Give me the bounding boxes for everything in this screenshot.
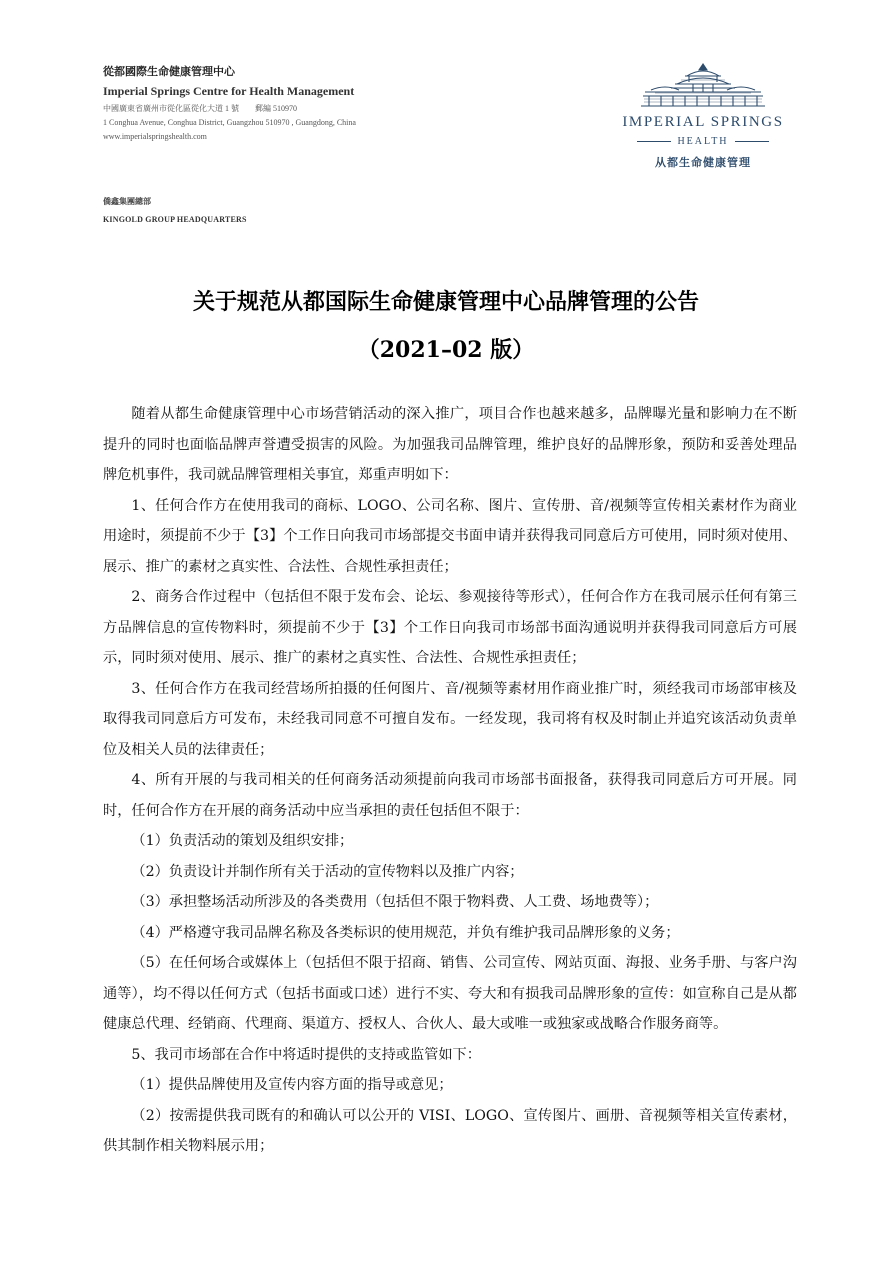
logo-health-line [607,136,799,147]
logo-health: HEALTH [677,136,729,147]
list-item: （1）提供品牌使用及宣传内容方面的指导或意见； [131,1077,453,1093]
paragraph: 1、任何合作方在使用我司的商标、LOGO、公司名称、图片、宣传册、音/视频等宣传相关素材作为商业用途时，须提前不少于【3】个工作日向我司市场部提交书面申请并获得我司同意后方可使用，同时须对使用、展示、推广的素材之真实性、合法性、合规性承担责任； [103,497,797,575]
list-item: （2）负责设计并制作所有关于活动的宣传物料以及推广内容； [131,863,524,880]
company-logo [607,62,799,174]
letterhead-hq-en: KINGOLD GROUP HEADQUARTERS [103,215,247,224]
list-item: （1）负责活动的策划及组织安排； [131,833,354,849]
list-item: （3）承担整场活动所涉及的各类费用（包括但不限于物料费、人工费、场地费等）； [131,894,659,910]
letterhead-hq-cn: 僑鑫集團總部 [103,196,151,206]
logo-rule-right [735,141,769,142]
paragraph: 随着从都生命健康管理中心市场营销活动的深入推广，项目合作也越来越多，品牌曝光量和影响力在不断提升的同时也面临品牌声誉遭受损害的风险。为加强我司品牌管理，维护良好的品牌形象，预防和妥善处理品牌危机事件，我司就品牌管理相关事宜，郑重声明如下： [103,406,797,483]
logo-name-cn: 从都生命健康管理 [655,156,751,169]
paragraph: 2、商务合作过程中（包括但不限于发布会、论坛、参观接待等形式），任何合作方在我司展示任何有第三方品牌信息的宣传物料时，须提前不少于【3】个工作日向我司市场部书面沟通说明并获得我司同意后方可展示，同时须对使用、展示、推广的素材之真实性、合法性、合规性承担责任； [103,589,797,666]
letterhead [103,64,443,143]
logo-wordmark: IMPERIAL SPRINGS [622,114,784,130]
paragraph: 5、我司市场部在合作中将适时提供的支持或监管如下： [131,1046,481,1063]
paragraph: 4、所有开展的与我司相关的任何商务活动须提前向我司市场部书面报备，获得我司同意后方可开展。同时，任何合作方在开展的商务活动中应当承担的责任包括但不限于： [103,772,797,819]
letterhead-name-cn: 從都國際生命健康管理中心 [103,65,235,78]
paragraph: 3、任何合作方在我司经营场所拍摄的任何图片、音/视频等素材用作商业推广时，须经我司市场部审核及取得我司同意后方可发布，未经我司同意不可擅自发布。一经发现，我司将有权及时制止并追究该活动负责单位及相关人员的法律责任； [103,680,797,758]
document-body [103,399,797,1162]
letterhead-name-en: Imperial Springs Centre for Health Management [103,84,355,98]
list-item: （5）在任何场合或媒体上（包括但不限于招商、销售、公司宣传、网站页面、海报、业务手册、与客户沟通等），均不得以任何方式（包括书面或口述）进行不实、夸大和有损我司品牌形象的宣传：如宣称自己是从都健康总代理、经销商、代理商、渠道方、授权人、合伙人、最大或唯一或独家或战略合作服务商等。 [103,955,797,1032]
logo-rule-left [637,141,671,142]
list-item: （2）按需提供我司既有的和确认可以公开的 VISI、LOGO、宣传图片、画册、音视频等相关宣传素材，供其制作相关物料展示用； [103,1107,797,1154]
letterhead-website: www.imperialspringshealth.com [103,132,207,141]
pagoda-building-icon [641,62,765,108]
document-title: 关于规范从都国际生命健康管理中心品牌管理的公告 [192,289,699,315]
letterhead-address-cn: 中國廣東省廣州市從化區從化大道 1 號 郵編 510970 [103,104,297,113]
letterhead-address-en: 1 Conghua Avenue, Conghua District, Guangzhou 510970 , Guangdong, China [103,118,356,127]
document-subtitle: （2021–02 版） [357,337,535,363]
list-item: （4）严格遵守我司品牌名称及各类标识的使用规范，并负有维护我司品牌形象的义务； [131,924,680,941]
